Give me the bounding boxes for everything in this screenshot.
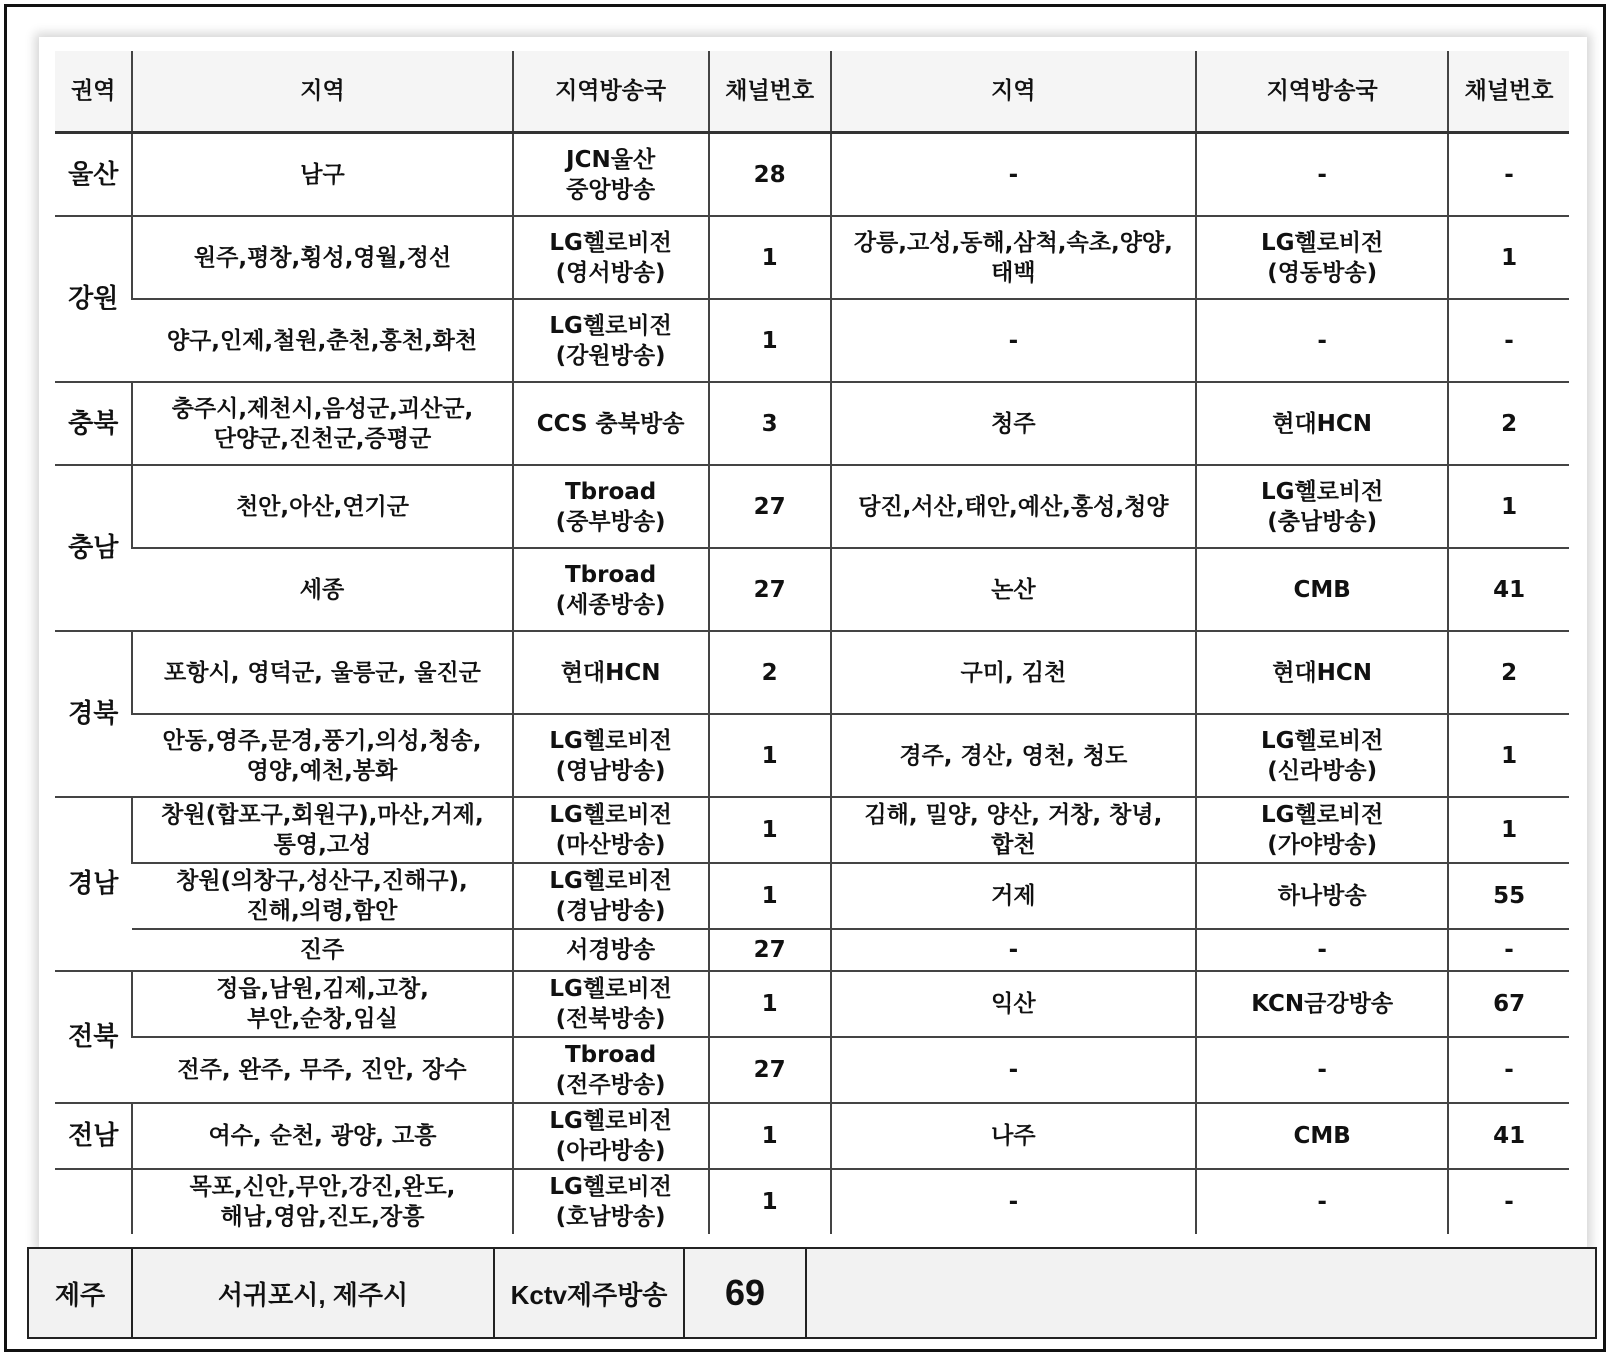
station-cell-line: LG헬로비전 <box>549 976 672 1002</box>
area-cell-line: 안동,영주,문경,풍기,의성,청송, <box>162 727 482 754</box>
area-cell-2-line: 구미, 김천 <box>960 659 1067 686</box>
station-cell-line: Tbroad <box>564 478 657 505</box>
area-cell-2-line: 당진,서산,태안,예산,홍성,청양 <box>858 493 1169 520</box>
area-cell-2-line: 김해, 밀양, 양산, 거창, 창녕, <box>864 802 1163 828</box>
channel-cell: 28 <box>709 133 831 217</box>
station-cell-line: (영남방송) <box>555 757 666 784</box>
station-cell-line: (호남방송) <box>555 1204 666 1230</box>
station-cell-2-line: - <box>1317 1189 1327 1215</box>
station-cell <box>513 299 709 382</box>
station-cell-2-line: LG헬로비전 <box>1260 478 1384 505</box>
station-cell-2-line: KCN금강방송 <box>1251 991 1394 1017</box>
channel-cell-2: - <box>1448 1169 1569 1234</box>
table-row <box>55 1037 1569 1103</box>
area-cell-line: 창원(합포구,회원구),마산,거제, <box>161 802 484 828</box>
area-cell-line: 원주,평창,횡성,영월,정선 <box>193 244 452 271</box>
area-cell-2 <box>831 797 1197 863</box>
header-channel-2: 채널번호 <box>1448 51 1569 133</box>
area-cell-2 <box>831 382 1197 465</box>
area-cell <box>132 382 512 465</box>
station-cell-2-line: 현대HCN <box>1272 659 1373 686</box>
area-cell <box>132 133 512 217</box>
table-row <box>55 929 1569 971</box>
station-cell-line: (전북방송) <box>555 1006 666 1032</box>
station-cell-line: JCN울산 <box>566 146 656 173</box>
station-cell-line: (영서방송) <box>555 259 666 286</box>
area-cell-2-line: - <box>1008 937 1019 963</box>
area-cell-line: 진해,의령,함안 <box>246 898 398 924</box>
station-cell-2 <box>1196 714 1448 797</box>
table-row <box>55 548 1569 631</box>
station-cell-2-line: CMB <box>1293 576 1351 603</box>
channel-cell-2: - <box>1448 299 1569 382</box>
channel-cell: 3 <box>709 382 831 465</box>
region-cell: 울산 <box>55 133 132 217</box>
area-cell-line: 남구 <box>300 161 345 188</box>
area-cell <box>132 1169 512 1234</box>
station-cell-2 <box>1196 1103 1448 1169</box>
area-cell <box>132 631 512 714</box>
station-cell-line: (경남방송) <box>555 898 666 924</box>
table-row <box>55 797 1569 863</box>
station-cell-2-line: - <box>1317 1057 1327 1083</box>
station-cell <box>513 971 709 1037</box>
area-cell <box>132 971 512 1037</box>
header-region: 권역 <box>55 51 132 133</box>
station-cell-line: (강원방송) <box>555 342 666 369</box>
area-cell-2-line: 논산 <box>991 576 1036 603</box>
area-cell-2 <box>831 133 1197 217</box>
channel-cell: 1 <box>709 1169 831 1234</box>
table-row <box>55 216 1569 299</box>
area-cell-line: 충주시,제천시,음성군,괴산군, <box>171 395 474 422</box>
station-cell-2-line: (영동방송) <box>1267 259 1378 286</box>
station-cell-line: LG헬로비전 <box>549 868 672 894</box>
area-cell-line: 영양,예천,봉화 <box>246 757 398 784</box>
channel-cell: 1 <box>709 863 831 929</box>
channel-cell-2: 41 <box>1448 1103 1569 1169</box>
station-cell-2-line: - <box>1317 327 1327 354</box>
station-cell-2 <box>1196 1037 1448 1103</box>
area-cell-2 <box>831 548 1197 631</box>
channel-table <box>55 51 1569 1234</box>
region-cell: 충북 <box>55 382 132 465</box>
channel-cell: 1 <box>709 797 831 863</box>
station-cell-2-line: LG헬로비전 <box>1260 727 1384 754</box>
station-cell-line: Tbroad <box>564 561 657 588</box>
header-station-1: 지역방송국 <box>513 51 709 133</box>
area-cell-line: 창원(의창구,성산구,진해구), <box>176 868 468 894</box>
area-cell-2-line: 태백 <box>991 259 1036 286</box>
area-cell-line: 양구,인제,철원,춘천,홍천,화천 <box>166 327 478 354</box>
channel-cell: 1 <box>709 971 831 1037</box>
station-cell <box>513 1037 709 1103</box>
region-cell <box>55 1169 132 1234</box>
area-cell-2 <box>831 1103 1197 1169</box>
area-cell <box>132 714 512 797</box>
station-cell <box>513 465 709 548</box>
area-cell-2-line: 나주 <box>991 1123 1036 1149</box>
area-cell-2-line: - <box>1008 1189 1019 1215</box>
station-cell-line: LG헬로비전 <box>549 727 672 754</box>
area-cell <box>132 863 512 929</box>
table-row <box>55 299 1569 382</box>
channel-cell-2: 67 <box>1448 971 1569 1037</box>
table-row <box>55 714 1569 797</box>
channel-cell: 1 <box>709 216 831 299</box>
channel-cell-2: - <box>1448 929 1569 971</box>
table-row <box>55 971 1569 1037</box>
area-cell <box>132 216 512 299</box>
region-cell: 충남 <box>55 465 132 631</box>
station-cell-2 <box>1196 548 1448 631</box>
header-area-2: 지역 <box>831 51 1197 133</box>
area-cell-2 <box>831 216 1197 299</box>
channel-cell-2: - <box>1448 1037 1569 1103</box>
region-cell: 강원 <box>55 216 132 382</box>
channel-cell: 27 <box>709 1037 831 1103</box>
area-cell-2 <box>831 1169 1197 1234</box>
table-row <box>55 133 1569 217</box>
station-cell-2-line: LG헬로비전 <box>1260 802 1384 828</box>
area-cell-line: 정읍,남원,김제,고창, <box>216 976 429 1002</box>
area-cell-2 <box>831 929 1197 971</box>
header-area-1: 지역 <box>132 51 512 133</box>
table-row <box>55 382 1569 465</box>
station-cell <box>513 216 709 299</box>
station-cell-line: (세종방송) <box>555 591 666 618</box>
station-cell-2-line: 하나방송 <box>1277 883 1367 909</box>
area-cell-line: 천안,아산,연기군 <box>235 493 409 520</box>
area-cell-line: 부안,순창,임실 <box>247 1006 398 1032</box>
area-cell-2-line: - <box>1008 1057 1019 1083</box>
area-cell-2 <box>831 714 1197 797</box>
area-cell-2-line: 거제 <box>991 883 1036 909</box>
header-station-2: 지역방송국 <box>1196 51 1448 133</box>
area-cell-line: 단양군,진천군,증평군 <box>213 425 432 452</box>
jeju-empty-cell <box>806 1248 1596 1338</box>
channel-cell-2: 1 <box>1448 797 1569 863</box>
station-cell-line: (전주방송) <box>555 1072 666 1098</box>
area-cell-2-line: - <box>1008 327 1019 354</box>
table-row <box>55 1103 1569 1169</box>
area-cell-line: 세종 <box>299 576 345 603</box>
area-cell-2 <box>831 1037 1197 1103</box>
area-cell-line: 해남,영암,진도,장흥 <box>220 1204 425 1230</box>
jeju-row <box>28 1248 1596 1338</box>
page-frame <box>4 4 1606 1352</box>
station-cell <box>513 1103 709 1169</box>
station-cell-2-line: CMB <box>1293 1123 1351 1149</box>
station-cell-2 <box>1196 797 1448 863</box>
jeju-channel: 69 <box>684 1248 806 1338</box>
jeju-station: Kctv제주방송 <box>494 1248 684 1338</box>
area-cell <box>132 1103 512 1169</box>
area-cell-line: 여수, 순천, 광양, 고흥 <box>208 1123 437 1149</box>
station-cell-2-line: (충남방송) <box>1267 508 1378 535</box>
station-cell-line: LG헬로비전 <box>549 802 672 828</box>
station-cell-2 <box>1196 382 1448 465</box>
channel-cell-2: 1 <box>1448 465 1569 548</box>
jeju-area: 서귀포시, 제주시 <box>132 1248 494 1338</box>
region-cell: 전북 <box>55 971 132 1103</box>
station-cell-2 <box>1196 299 1448 382</box>
station-cell-line: Tbroad <box>564 1042 657 1068</box>
station-cell-line: 중앙방송 <box>566 176 656 203</box>
area-cell <box>132 929 512 971</box>
header-row <box>55 51 1569 133</box>
station-cell <box>513 382 709 465</box>
channel-cell-2: 2 <box>1448 631 1569 714</box>
area-cell-line: 진주 <box>299 937 345 963</box>
channel-cell-2: 2 <box>1448 382 1569 465</box>
station-cell-line: (아라방송) <box>555 1138 666 1164</box>
area-cell-2 <box>831 863 1197 929</box>
area-cell <box>132 548 512 631</box>
station-cell <box>513 863 709 929</box>
station-cell <box>513 631 709 714</box>
channel-cell: 1 <box>709 1103 831 1169</box>
channel-cell: 2 <box>709 631 831 714</box>
station-cell <box>513 714 709 797</box>
region-cell: 경북 <box>55 631 132 797</box>
header-channel-1: 채널번호 <box>709 51 831 133</box>
station-cell-line: 현대HCN <box>560 659 661 686</box>
table-row <box>55 631 1569 714</box>
station-cell-line: 서경방송 <box>566 937 656 963</box>
region-cell: 경남 <box>55 797 132 971</box>
station-cell-line: (중부방송) <box>555 508 666 535</box>
channel-cell-2: 41 <box>1448 548 1569 631</box>
area-cell-line: 전주, 완주, 무주, 진안, 장수 <box>177 1057 467 1083</box>
area-cell-2 <box>831 465 1197 548</box>
channel-cell: 1 <box>709 299 831 382</box>
station-cell-2 <box>1196 1169 1448 1234</box>
station-cell <box>513 929 709 971</box>
area-cell-line: 목포,신안,무안,강진,완도, <box>189 1174 456 1200</box>
station-cell-line: CCS 충북방송 <box>536 410 685 437</box>
station-cell-2-line: - <box>1317 937 1327 963</box>
area-cell-2 <box>831 299 1197 382</box>
area-cell <box>132 797 512 863</box>
station-cell-2 <box>1196 465 1448 548</box>
station-cell-2 <box>1196 863 1448 929</box>
channel-cell: 27 <box>709 548 831 631</box>
station-cell-2-line: 현대HCN <box>1272 410 1373 437</box>
station-cell-2-line: - <box>1317 161 1327 188</box>
station-cell-2-line: (가야방송) <box>1267 832 1378 858</box>
channel-cell: 1 <box>709 714 831 797</box>
table-row <box>55 1169 1569 1234</box>
station-cell-line: LG헬로비전 <box>549 1174 672 1200</box>
station-cell-2-line: (신라방송) <box>1267 757 1378 784</box>
area-cell <box>132 465 512 548</box>
station-cell-2 <box>1196 929 1448 971</box>
jeju-row-table <box>27 1247 1597 1339</box>
station-cell-line: LG헬로비전 <box>549 229 672 256</box>
station-cell-2 <box>1196 631 1448 714</box>
station-cell-line: LG헬로비전 <box>549 1108 672 1134</box>
station-cell-line: (마산방송) <box>555 832 666 858</box>
station-cell-2 <box>1196 133 1448 217</box>
station-cell-2-line: LG헬로비전 <box>1260 229 1384 256</box>
station-cell-2 <box>1196 216 1448 299</box>
area-cell-2-line: 강릉,고성,동해,삼척,속초,양양, <box>853 229 1173 256</box>
area-cell <box>132 299 512 382</box>
channel-cell: 27 <box>709 929 831 971</box>
station-cell-line: LG헬로비전 <box>549 312 672 339</box>
area-cell-2-line: - <box>1008 161 1019 188</box>
region-cell: 전남 <box>55 1103 132 1169</box>
station-cell <box>513 133 709 217</box>
area-cell-line: 포항시, 영덕군, 울릉군, 울진군 <box>164 659 481 686</box>
area-cell-2-line: 청주 <box>991 410 1036 437</box>
station-cell <box>513 1169 709 1234</box>
channel-cell-2: 1 <box>1448 216 1569 299</box>
area-cell-2-line: 경주, 경산, 영천, 청도 <box>899 742 1128 769</box>
area-cell-2 <box>831 971 1197 1037</box>
table-row <box>55 465 1569 548</box>
station-cell <box>513 797 709 863</box>
channel-cell-2: 1 <box>1448 714 1569 797</box>
station-cell <box>513 548 709 631</box>
area-cell-2-line: 합천 <box>991 832 1036 858</box>
channel-cell-2: 55 <box>1448 863 1569 929</box>
area-cell-2-line: 익산 <box>991 991 1036 1017</box>
area-cell <box>132 1037 512 1103</box>
jeju-region: 제주 <box>28 1248 132 1338</box>
area-cell-2 <box>831 631 1197 714</box>
channel-cell: 27 <box>709 465 831 548</box>
area-cell-line: 통영,고성 <box>273 832 372 858</box>
channel-cell-2: - <box>1448 133 1569 217</box>
station-cell-2 <box>1196 971 1448 1037</box>
table-row <box>55 863 1569 929</box>
